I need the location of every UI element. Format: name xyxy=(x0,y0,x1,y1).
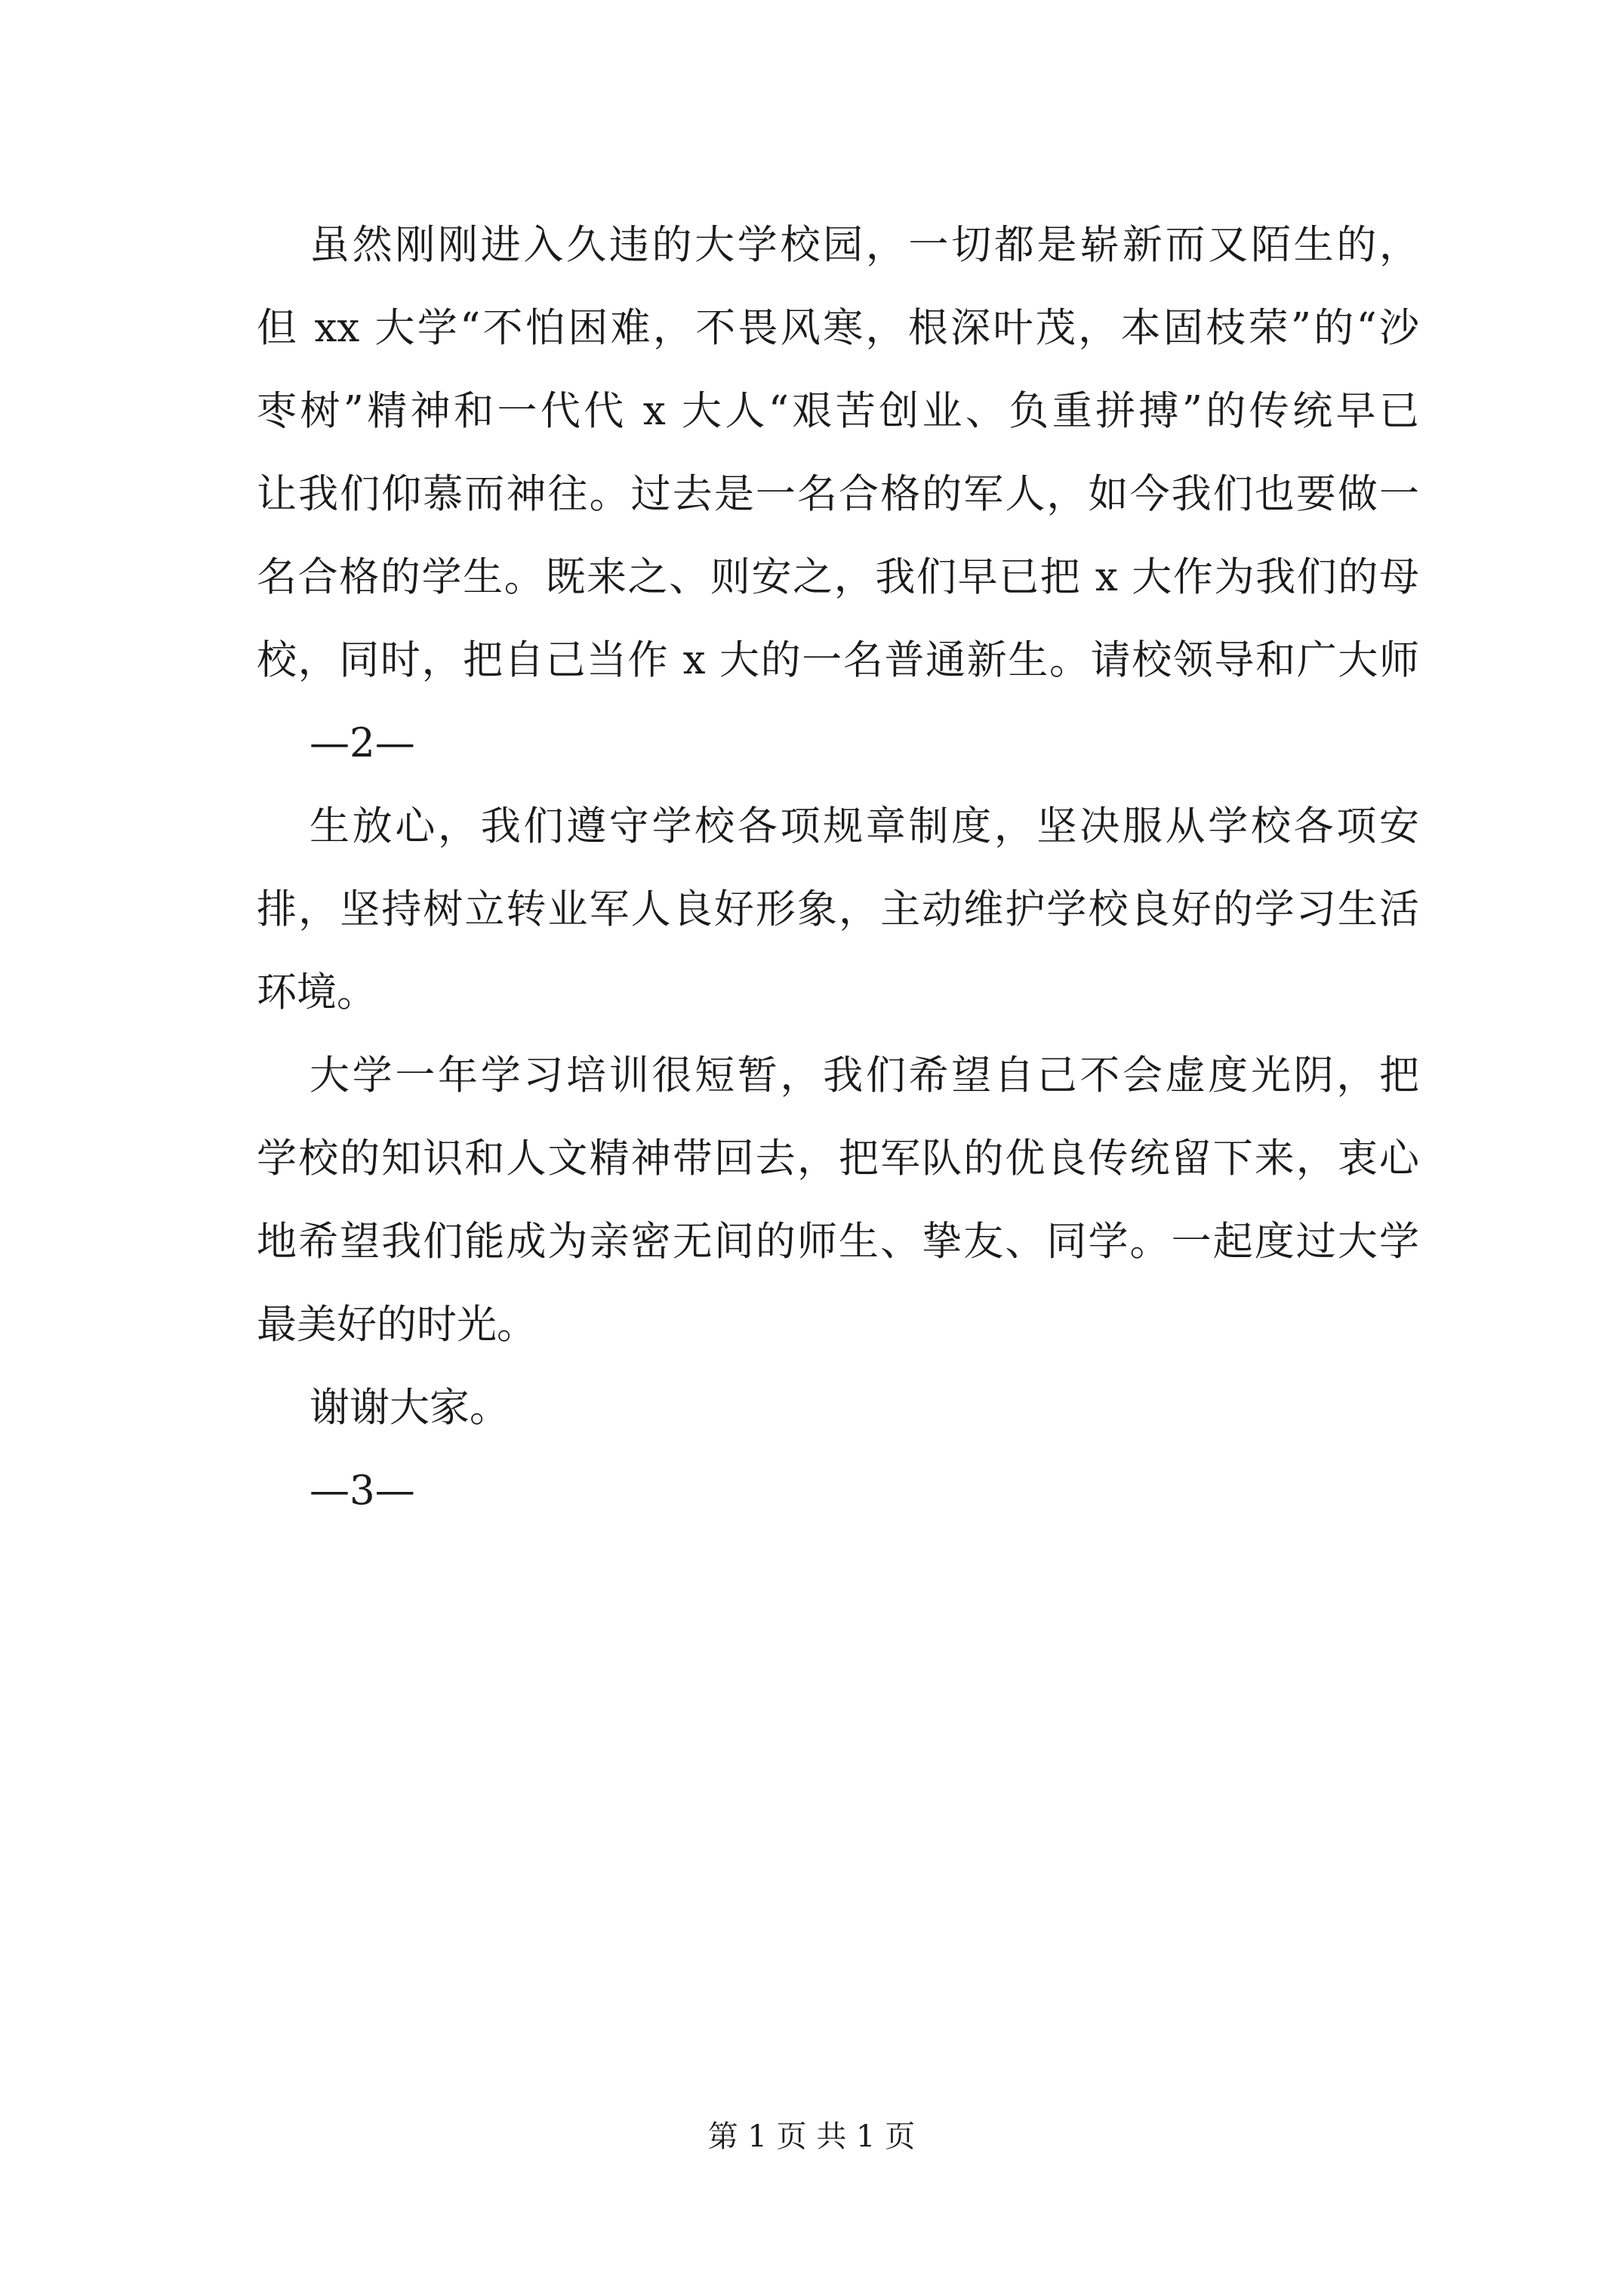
paragraph-line: 大学一年学习培训很短暂，我们希望自己不会虚度光阴，把 xyxy=(310,1052,1419,1099)
paragraph-line: 枣树”精神和一代代 x 大人“艰苦创业、负重拼搏”的传统早已 xyxy=(257,388,1419,434)
paragraph-line: 地希望我们能成为亲密无间的师生、挚友、同学。一起度过大学 xyxy=(257,1219,1419,1265)
paragraph-line: 生放心，我们遵守学校各项规章制度，坚决服从学校各项安 xyxy=(310,803,1419,849)
paragraph-line: 排，坚持树立转业军人良好形象，主动维护学校良好的学习生活 xyxy=(257,886,1419,932)
closing-line: 谢谢大家。 xyxy=(310,1385,510,1431)
paragraph-line: 环境。 xyxy=(257,969,377,1015)
paragraph-line: 但 xx 大学“不怕困难，不畏风寒，根深叶茂，本固枝荣”的“沙 xyxy=(257,305,1419,351)
page-footer: 第 1 页 共 1 页 xyxy=(707,2119,916,2154)
paragraph-line: 名合格的学生。既来之、则安之，我们早已把 x 大作为我们的母 xyxy=(257,554,1419,600)
paragraph-line: 学校的知识和人文精神带回去，把军队的优良传统留下来，衷心 xyxy=(257,1136,1419,1182)
paragraph-line: 校，同时，把自己当作 x 大的一名普通新生。请校领导和广大师 xyxy=(257,637,1419,683)
paragraph-line: 让我们仰慕而神往。过去是一名合格的军人，如今我们也要做一 xyxy=(257,471,1419,517)
document-body xyxy=(257,204,1419,1533)
page-separator: —2— xyxy=(310,720,415,766)
paragraph-line: 虽然刚刚进入久违的大学校园，一切都是崭新而又陌生的， xyxy=(310,222,1419,268)
paragraph-line: 最美好的时光。 xyxy=(257,1302,537,1348)
page-separator: —3— xyxy=(310,1468,415,1514)
